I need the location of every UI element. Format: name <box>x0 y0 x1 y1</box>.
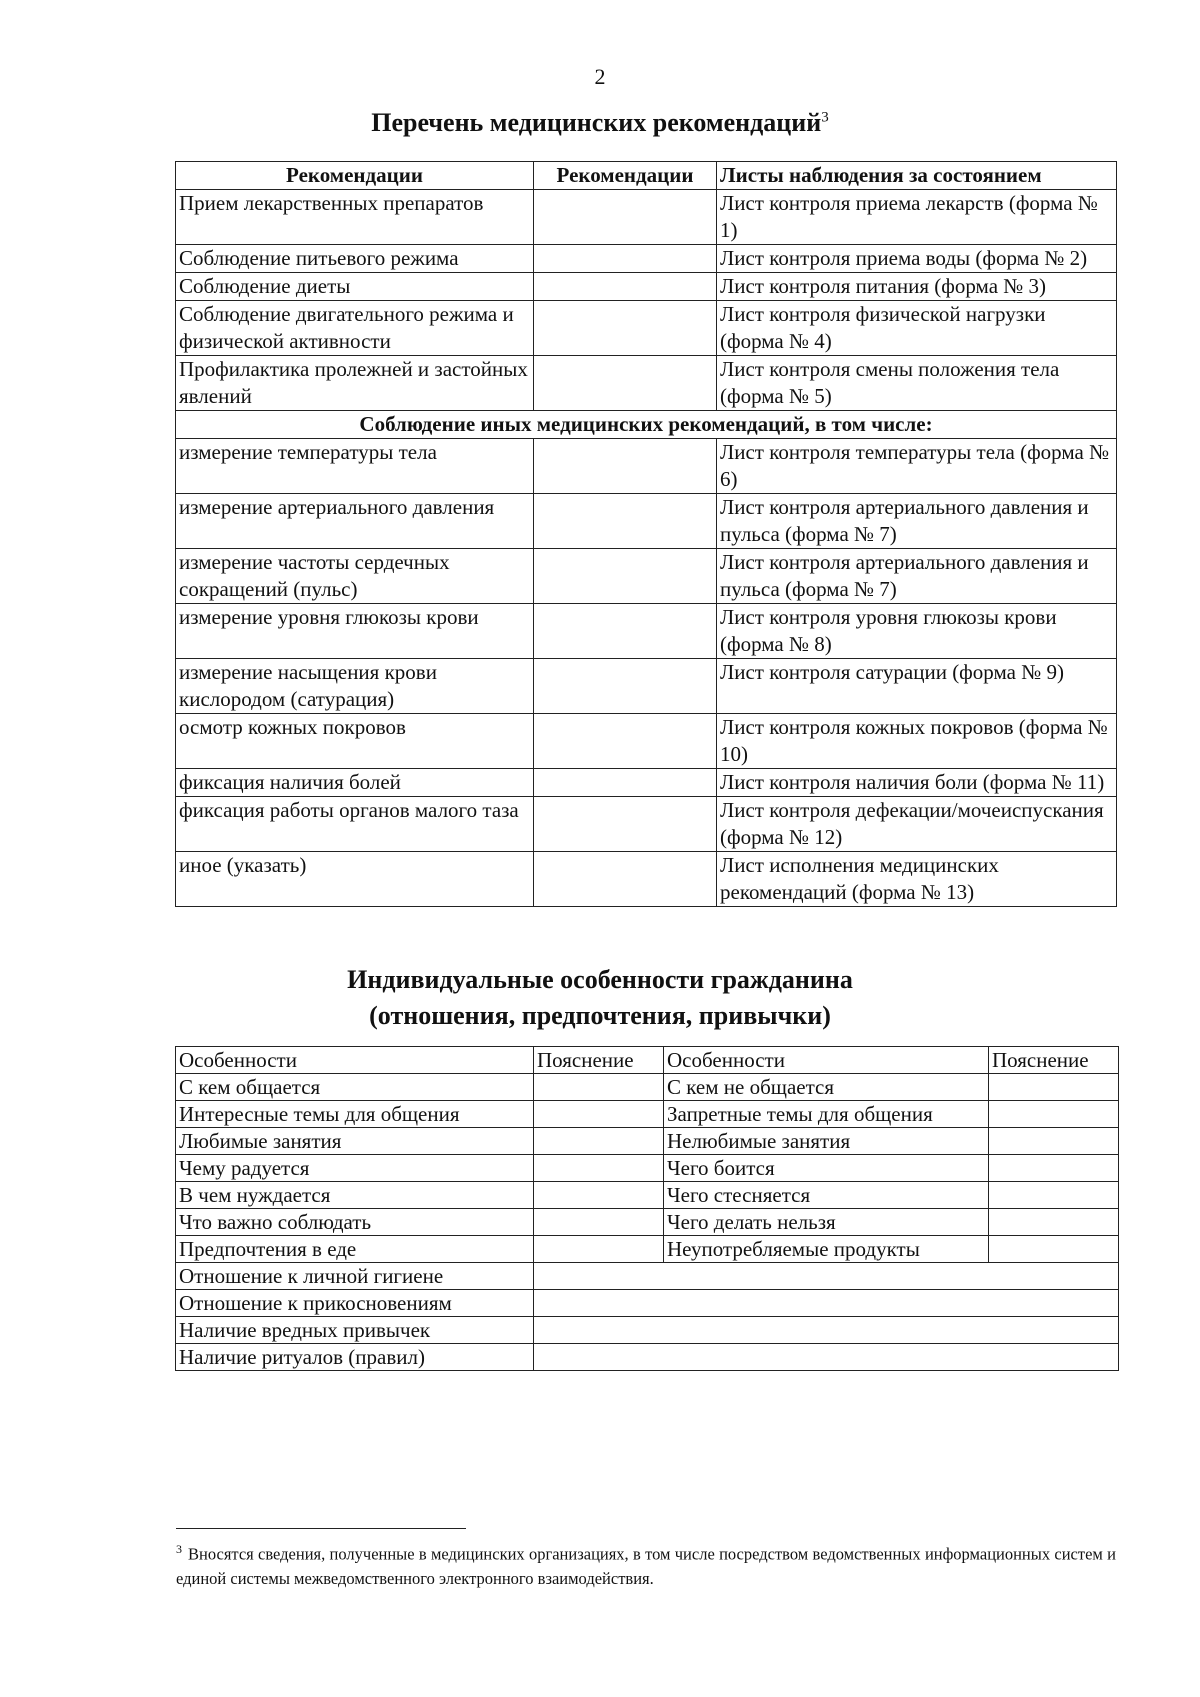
recommendation-input-cell[interactable] <box>534 245 717 273</box>
explanation-input-cell[interactable] <box>989 1209 1119 1236</box>
table-row <box>176 1074 1119 1101</box>
recommendation-input-cell[interactable] <box>534 604 717 659</box>
feature-cell: Наличие ритуалов (правил) <box>176 1344 534 1371</box>
recommendation-input-cell[interactable] <box>534 549 717 604</box>
table-row <box>176 273 1117 301</box>
observation-sheet-cell: Лист контроля наличия боли (форма № 11) <box>717 769 1117 797</box>
recommendation-cell: Соблюдение питьевого режима <box>176 245 534 273</box>
observation-sheet-cell: Лист контроля приема воды (форма № 2) <box>717 245 1117 273</box>
table-row <box>176 1128 1119 1155</box>
recommendations-table <box>175 161 1117 907</box>
table-row <box>176 604 1117 659</box>
explanation-input-cell[interactable] <box>989 1182 1119 1209</box>
observation-sheet-cell: Лист контроля физической нагрузки (форма № 4) <box>717 301 1117 356</box>
recommendation-cell: измерение уровня глюкозы крови <box>176 604 534 659</box>
header-explanation-right: Пояснение <box>989 1047 1119 1074</box>
observation-sheet-cell: Лист исполнения медицинских рекомендаций (форма № 13) <box>717 852 1117 907</box>
recommendation-input-cell[interactable] <box>534 190 717 245</box>
header-observation-sheets: Листы наблюдения за состоянием <box>717 162 1117 190</box>
explanation-input-cell[interactable] <box>534 1263 1119 1290</box>
table-row <box>176 1236 1119 1263</box>
observation-sheet-cell: Лист контроля питания (форма № 3) <box>717 273 1117 301</box>
explanation-input-cell[interactable] <box>989 1101 1119 1128</box>
recommendation-cell: Профилактика пролежней и застойных явлений <box>176 356 534 411</box>
table-row <box>176 439 1117 494</box>
explanation-input-cell[interactable] <box>534 1209 664 1236</box>
group-row <box>176 411 1117 439</box>
table-header-row <box>176 1047 1119 1074</box>
footnote <box>176 1537 1116 1591</box>
table-row <box>176 852 1117 907</box>
explanation-input-cell[interactable] <box>989 1074 1119 1101</box>
feature-cell: Чего делать нельзя <box>664 1209 989 1236</box>
footnote-text: Вносятся сведения, полученные в медицинских организациях, в том числе посредством ведомственных информационных систем и единой системы межведомственного электронного взаимодействия. <box>176 1544 1116 1588</box>
explanation-input-cell[interactable] <box>534 1101 664 1128</box>
recommendation-cell: Прием лекарственных препаратов <box>176 190 534 245</box>
section-title-features <box>0 962 1200 1034</box>
footnote-divider <box>176 1528 466 1529</box>
feature-cell: Отношение к прикосновениям <box>176 1290 534 1317</box>
observation-sheet-cell: Лист контроля приема лекарств (форма № 1) <box>717 190 1117 245</box>
table-row <box>176 1155 1119 1182</box>
footnote-reference: 3 <box>821 109 829 126</box>
recommendation-input-cell[interactable] <box>534 356 717 411</box>
feature-cell: С кем не общается <box>664 1074 989 1101</box>
feature-cell: Что важно соблюдать <box>176 1209 534 1236</box>
explanation-input-cell[interactable] <box>989 1128 1119 1155</box>
recommendation-input-cell[interactable] <box>534 797 717 852</box>
explanation-input-cell[interactable] <box>534 1236 664 1263</box>
table-row <box>176 1290 1119 1317</box>
observation-sheet-cell: Лист контроля кожных покровов (форма № 10) <box>717 714 1117 769</box>
header-recommendations-2: Рекомендации <box>534 162 717 190</box>
table-row <box>176 1263 1119 1290</box>
table-row <box>176 301 1117 356</box>
feature-cell: Чему радуется <box>176 1155 534 1182</box>
recommendation-input-cell[interactable] <box>534 494 717 549</box>
table-row <box>176 356 1117 411</box>
explanation-input-cell[interactable] <box>534 1155 664 1182</box>
table-row <box>176 1209 1119 1236</box>
table-row <box>176 769 1117 797</box>
table-row <box>176 714 1117 769</box>
table-row <box>176 494 1117 549</box>
feature-cell: Чего боится <box>664 1155 989 1182</box>
feature-cell: С кем общается <box>176 1074 534 1101</box>
recommendation-input-cell[interactable] <box>534 852 717 907</box>
table-row <box>176 190 1117 245</box>
recommendation-cell: фиксация наличия болей <box>176 769 534 797</box>
feature-cell: Интересные темы для общения <box>176 1101 534 1128</box>
recommendation-cell: иное (указать) <box>176 852 534 907</box>
footnote-mark: 3 <box>176 1542 182 1556</box>
recommendation-cell: измерение насыщения крови кислородом (сатурация) <box>176 659 534 714</box>
explanation-input-cell[interactable] <box>534 1290 1119 1317</box>
table-row <box>176 797 1117 852</box>
features-table <box>175 1046 1119 1371</box>
recommendation-cell: измерение температуры тела <box>176 439 534 494</box>
feature-cell: Любимые занятия <box>176 1128 534 1155</box>
table-header-row <box>176 162 1117 190</box>
page-number: 2 <box>594 64 606 89</box>
observation-sheet-cell: Лист контроля температуры тела (форма № 6) <box>717 439 1117 494</box>
feature-cell: В чем нуждается <box>176 1182 534 1209</box>
observation-sheet-cell: Лист контроля сатурации (форма № 9) <box>717 659 1117 714</box>
observation-sheet-cell: Лист контроля дефекации/мочеиспускания (форма № 12) <box>717 797 1117 852</box>
feature-cell: Предпочтения в еде <box>176 1236 534 1263</box>
recommendation-cell: Соблюдение двигательного режима и физической активности <box>176 301 534 356</box>
recommendation-cell: фиксация работы органов малого таза <box>176 797 534 852</box>
recommendation-cell: измерение артериального давления <box>176 494 534 549</box>
header-recommendations: Рекомендации <box>176 162 534 190</box>
header-features-right: Особенности <box>664 1047 989 1074</box>
recommendation-input-cell[interactable] <box>534 439 717 494</box>
explanation-input-cell[interactable] <box>534 1182 664 1209</box>
explanation-input-cell[interactable] <box>989 1236 1119 1263</box>
recommendation-input-cell[interactable] <box>534 659 717 714</box>
feature-cell: Чего стесняется <box>664 1182 989 1209</box>
observation-sheet-cell: Лист контроля смены положения тела (форма № 5) <box>717 356 1117 411</box>
table-row <box>176 1182 1119 1209</box>
section-title-line2: (отношения, предпочтения, привычки) <box>369 1001 831 1030</box>
table-row <box>176 1344 1119 1371</box>
explanation-input-cell[interactable] <box>534 1344 1119 1371</box>
header-explanation-left: Пояснение <box>534 1047 664 1074</box>
section-title-text: Перечень медицинских рекомендаций <box>371 108 822 137</box>
explanation-input-cell[interactable] <box>989 1155 1119 1182</box>
recommendation-input-cell[interactable] <box>534 301 717 356</box>
recommendation-cell: Соблюдение диеты <box>176 273 534 301</box>
table-row <box>176 659 1117 714</box>
feature-cell: Запретные темы для общения <box>664 1101 989 1128</box>
explanation-input-cell[interactable] <box>534 1317 1119 1344</box>
section-title-recommendations <box>0 108 1200 138</box>
recommendation-input-cell[interactable] <box>534 714 717 769</box>
recommendation-input-cell[interactable] <box>534 273 717 301</box>
feature-cell: Неупотребляемые продукты <box>664 1236 989 1263</box>
recommendation-input-cell[interactable] <box>534 769 717 797</box>
feature-cell: Отношение к личной гигиене <box>176 1263 534 1290</box>
recommendation-cell: измерение частоты сердечных сокращений (пульс) <box>176 549 534 604</box>
observation-sheet-cell: Лист контроля артериального давления и пульса (форма № 7) <box>717 494 1117 549</box>
observation-sheet-cell: Лист контроля уровня глюкозы крови (форма № 8) <box>717 604 1117 659</box>
explanation-input-cell[interactable] <box>534 1074 664 1101</box>
observation-sheet-cell: Лист контроля артериального давления и пульса (форма № 7) <box>717 549 1117 604</box>
feature-cell: Наличие вредных привычек <box>176 1317 534 1344</box>
explanation-input-cell[interactable] <box>534 1128 664 1155</box>
table-row <box>176 245 1117 273</box>
recommendation-cell: осмотр кожных покровов <box>176 714 534 769</box>
feature-cell: Нелюбимые занятия <box>664 1128 989 1155</box>
table-row <box>176 1101 1119 1128</box>
group-header: Соблюдение иных медицинских рекомендаций, в том числе: <box>176 411 1117 439</box>
table-row <box>176 1317 1119 1344</box>
table-row <box>176 549 1117 604</box>
section-title-line1: Индивидуальные особенности гражданина <box>347 965 853 994</box>
header-features-left: Особенности <box>176 1047 534 1074</box>
